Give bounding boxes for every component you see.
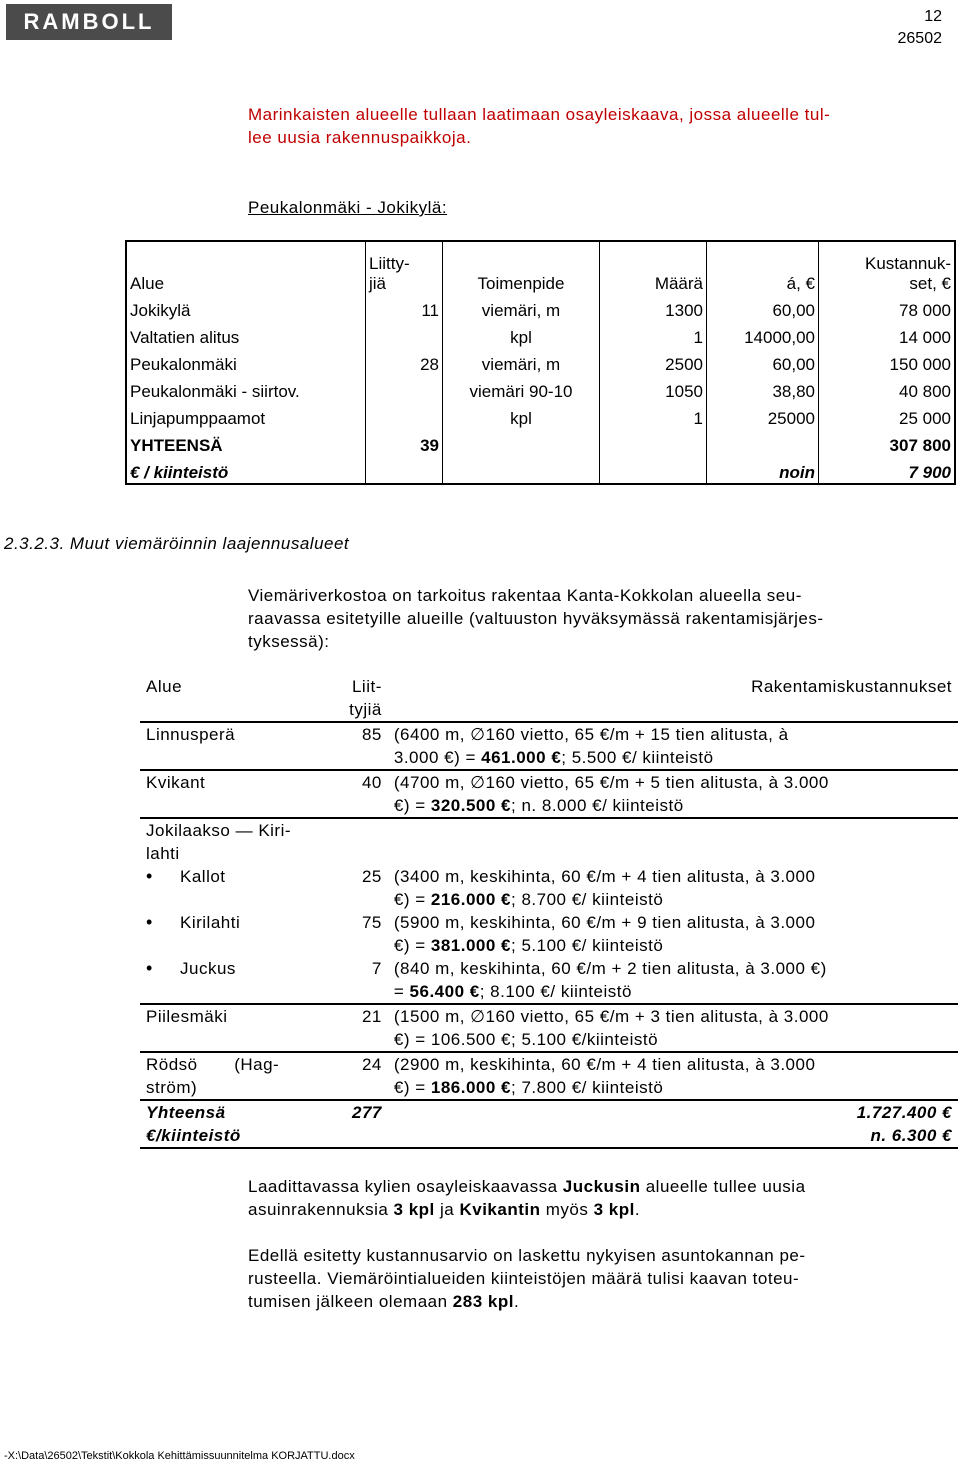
alue-line-2: ström) [146,1078,198,1097]
paragraph-2-line-2: rusteella. Viemäröintialueiden kiinteistöjen määrä tulisi kaavan toteu- [248,1269,800,1288]
group-label-line-1: Jokilaakso — Kiri- [146,821,292,840]
bullet-icon [146,865,180,888]
cell-liittyjia-group [336,818,388,1004]
spacer [146,934,330,957]
list-item [146,957,330,980]
cost-line-1: (840 m, keskihinta, 60 €/m + 2 tien alitusta, à 3.000 €) [393,959,827,978]
cost-line-1: (2900 m, keskihinta, 60 €/m + 4 tien alitusta, à 3.000 [393,1055,816,1074]
header-a-hinta: á, € [707,241,819,294]
table-header-row [140,675,958,722]
cost-line-2 [394,888,952,911]
header-alue: Alue [140,675,336,722]
cell-a-hinta: 25000 [707,402,819,429]
table-row [126,294,955,321]
empty-cell [366,456,443,484]
cell-maara: 1050 [600,375,707,402]
cell-alue: Linnusperä [146,725,236,744]
header-liittyjia-l2: jiä [369,274,387,293]
section2-intro [248,584,948,653]
cost-line-2: €) = 106.500 €; 5.100 €/kiinteistö [393,1030,659,1049]
list-item [146,911,330,934]
cost-per-property: ; 8.100 €/ kiinteistö [479,982,632,1001]
group-label-line-2: lahti [146,844,180,863]
cell-liittyjia: 85 [361,725,382,744]
table-total-row [140,1100,958,1148]
empty-cell [443,456,600,484]
per-property-noin: noin [707,456,819,484]
cost-table-peukalonmaki [125,240,956,485]
cost-prefix: = [393,982,410,1001]
total-label [140,1100,336,1148]
paragraph-1-line-1 [248,1175,948,1198]
section1-title: Peukalonmäki - Jokikylä: [248,198,448,217]
intro-paragraph [248,103,948,149]
item-name: Kirilahti [180,913,241,932]
cell-kustannukset: 78 000 [819,294,956,321]
cost-per-property: ; 7.800 €/ kiinteistö [511,1078,664,1097]
text: . [513,1292,520,1311]
cost-total: 461.000 € [481,748,562,767]
cost-line-1: (1500 m, ∅160 vietto, 65 €/m + 3 tien alitusta, à 3.000 [393,1007,829,1026]
paragraph-2-line-3 [248,1290,948,1313]
cell-kustannukset: 150 000 [819,348,956,375]
item-name: Kallot [180,867,226,886]
paragraph-1-line-2 [248,1198,948,1221]
cell-alue [140,1052,336,1100]
page-number [898,6,943,50]
spacer [342,819,382,865]
table-row [140,770,958,818]
header-liittyjia-l1: Liitty- [369,254,410,273]
cost-line-1: (6400 m, ∅160 vietto, 65 €/m + 15 tien alitusta, à [393,725,789,744]
cost-prefix: €) = [393,890,431,909]
cost-per-property: ; n. 8.000 €/ kiinteistö [511,796,684,815]
header-toimenpide: Toimenpide [443,241,600,294]
table-row [140,1052,958,1100]
table-header-row [126,241,955,294]
spacer [342,934,382,957]
cost-prefix: €) = [393,936,431,955]
cell-toimenpide: kpl [443,402,600,429]
cell-alue: Kvikant [140,770,336,818]
table-row [126,321,955,348]
header-rakentamiskustannukset: Rakentamiskustannukset [388,675,958,722]
header-kustannukset-l1: Kustannuk- [865,254,951,273]
cell-liittyjia: 24 [336,1052,388,1100]
table-row [126,402,955,429]
table-row [140,722,958,770]
text: . [634,1200,641,1219]
table-row [126,375,955,402]
footer-file-path: -X:\Data\26502\Tekstit\Kokkola Kehittämissuunnitelma KORJATTU.docx [4,1450,355,1462]
cost-per-property: ; 5.100 €/ kiinteistö [511,936,664,955]
cost-table-expansion-areas [140,675,958,1149]
cell-toimenpide: kpl [443,321,600,348]
total-label: YHTEENSÄ [130,436,223,455]
cell-kustannukset [388,1052,958,1100]
cell-liittyjia: 11 [366,294,443,321]
text-bold: 3 kpl [393,1200,435,1219]
cell-maara: 1 [600,402,707,429]
header-liittyjia-l1: Liit- [351,677,382,696]
cost-total: 216.000 € [430,890,512,909]
cost-line-2 [394,980,952,1003]
per-property-cost: 7 900 [819,456,956,484]
bullet-icon [146,911,180,934]
cost-line-2 [394,1076,952,1099]
header-alue: Alue [130,274,165,293]
cost-prefix: €) = [393,796,431,815]
list-item [146,865,330,888]
empty-cell [600,429,707,456]
spacer [342,888,382,911]
cell-alue: Linjapumppaamot [130,409,266,428]
cell-kustannukset [388,722,958,770]
cost-line-1: (5900 m, keskihinta, 60 €/m + 9 tien alitusta, à 3.000 [393,913,816,932]
table-per-property-row [126,456,955,484]
cell-a-hinta: 60,00 [707,294,819,321]
section2-intro-line-3: tyksessä): [248,632,330,651]
text: alueelle tullee uusia [640,1177,806,1196]
empty-cell [443,429,600,456]
empty-cell [707,429,819,456]
cost-total: 320.500 € [430,796,512,815]
cost-total: 56.400 € [409,982,480,1001]
cell-alue: Peukalonmäki - siirtov. [130,382,300,401]
item-name: Juckus [180,959,236,978]
cell-liittyjia: 28 [366,348,443,375]
per-property-label: € / kiinteistö [130,463,229,482]
cost-per-property: ; 5.500 €/ kiinteistö [561,748,714,767]
spacer [146,888,330,911]
bullet-icon [146,957,180,980]
cell-kustannukset [388,770,958,818]
cell-maara: 2500 [600,348,707,375]
cost-line-1: (3400 m, keskihinta, 60 €/m + 4 tien alitusta, à 3.000 [393,867,816,886]
cell-toimenpide: viemäri, m [443,294,600,321]
cell-liittyjia: 21 [336,1004,388,1052]
text-bold: 3 kpl [593,1200,635,1219]
section2-intro-line-1: Viemäriverkostoa on tarkoitus rakentaa Kanta-Kokkolan alueella seu- [248,586,802,605]
cell-a-hinta: 60,00 [707,348,819,375]
cell-toimenpide: viemäri, m [443,348,600,375]
total-label-line-2: €/kiinteistö [146,1126,241,1145]
count-kallot: 25 [361,867,382,886]
total-cost-value: 1.727.400 € [856,1103,952,1122]
cost-line-2 [394,794,952,817]
cell-maara: 1300 [600,294,707,321]
cost-line-1: (4700 m, ∅160 vietto, 65 €/m + 5 tien alitusta, à 3.000 [393,773,829,792]
paragraph-2-line-1: Edellä esitetty kustannusarvio on laskettu nykyisen asuntokannan pe- [248,1246,806,1265]
count-kirilahti: 75 [361,913,382,932]
text: tumisen jälkeen olemaan [248,1292,453,1311]
header-liittyjia-l2: tyjiä [349,700,382,719]
header-kustannukset-l2: set, € [909,274,951,293]
cell-kustannukset: 25 000 [819,402,956,429]
header-liittyjia [336,675,388,722]
cost-line-2 [394,934,952,957]
table-total-row [126,429,955,456]
intro-line-2: lee uusia rakennuspaikkoja. [248,128,472,147]
cell-alue: Piilesmäki [140,1004,336,1052]
paragraph-1 [248,1175,948,1221]
intro-line-1: Marinkaisten alueelle tullaan laatimaan osayleiskaava, jossa alueelle tul- [248,105,831,124]
text: Laadittavassa kylien osayleiskaavassa [248,1177,563,1196]
total-per-property-value: n. 6.300 € [870,1126,952,1145]
count-juckus: 7 [371,959,382,978]
total-cost: 307 800 [819,429,956,456]
alue-line-1: Rödsö (Hag- [146,1055,280,1074]
header-kustannukset [819,241,956,294]
document-number: 26502 [897,30,942,47]
text: myös [540,1200,594,1219]
cost-prefix: 3.000 €) = [393,748,482,767]
table-row [140,1004,958,1052]
cell-kustannukset: 40 800 [819,375,956,402]
text: asuinrakennuksia [248,1200,394,1219]
cell-toimenpide: viemäri 90-10 [443,375,600,402]
ramboll-logo: RAMBOLL [6,4,172,40]
cell-a-hinta: 38,80 [707,375,819,402]
cost-line-2 [394,746,952,769]
section2-title: 2.3.2.3. Muut viemäröinnin laajennusalueet [4,534,350,553]
cell-liittyjia [366,321,443,348]
cell-alue: Valtatien alitus [130,328,240,347]
cell-maara: 1 [600,321,707,348]
cell-a-hinta: 14000,00 [707,321,819,348]
total-label-line-1: Yhteensä [146,1103,226,1122]
section2-intro-line-2: raavassa esitetyille alueille (valtuuston hyväksymässä rakentamisjärjes- [248,609,824,628]
table-row [126,348,955,375]
cell-liittyjia [366,375,443,402]
cost-total: 186.000 € [430,1078,512,1097]
total-liittyjia: 39 [366,429,443,456]
text-bold: 283 kpl [452,1292,514,1311]
text-bold: Juckusin [562,1177,641,1196]
cost-total: 381.000 € [430,936,512,955]
header-liittyjia [366,241,443,294]
spacer [394,819,952,865]
cell-alue: Jokikylä [130,301,191,320]
table-row-group [140,818,958,1004]
cell-kustannukset: 14 000 [819,321,956,348]
empty-cell [600,456,707,484]
text-bold: Kvikantin [459,1200,541,1219]
header-maara: Määrä [600,241,707,294]
total-cost [388,1100,958,1148]
spacer [146,980,330,1003]
page-number-value: 12 [924,8,942,25]
cell-kustannukset-group [388,818,958,1004]
cell-alue: Peukalonmäki [130,355,237,374]
cell-liittyjia [366,402,443,429]
cost-prefix: €) = [393,1078,431,1097]
cost-per-property: ; 8.700 €/ kiinteistö [511,890,664,909]
text: ja [434,1200,460,1219]
cell-liittyjia: 40 [336,770,388,818]
cell-kustannukset [388,1004,958,1052]
total-liittyjia: 277 [336,1100,388,1148]
cell-alue-group [140,818,336,1004]
paragraph-2 [248,1244,948,1313]
